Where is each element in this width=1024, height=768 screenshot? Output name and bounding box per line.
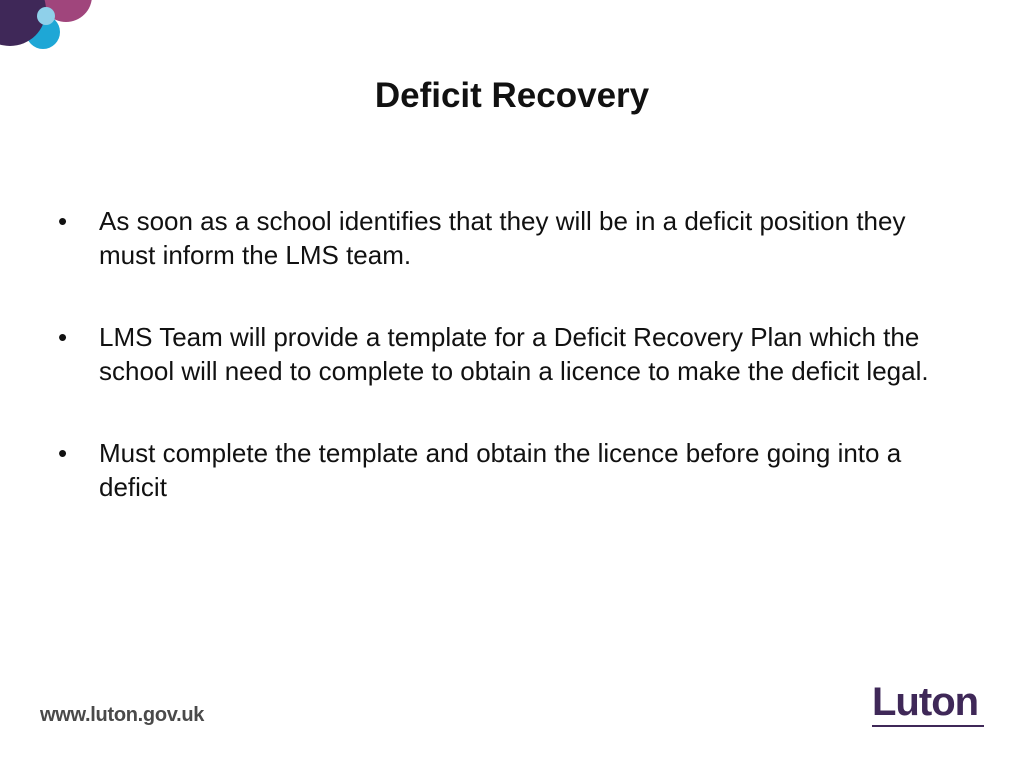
bullet-marker: •	[58, 438, 68, 468]
corner-circles-decoration	[0, 0, 110, 70]
luton-logo-underline	[872, 725, 984, 727]
light-blue-circle	[37, 7, 55, 25]
bullet-text: Must complete the template and obtain the licence before going into a deficit	[99, 438, 902, 502]
bullet-item	[58, 320, 958, 388]
footer-url: www.luton.gov.uk	[40, 704, 205, 726]
bullet-list	[58, 204, 958, 552]
bullet-item	[58, 204, 958, 272]
slide-title: Deficit Recovery	[374, 76, 650, 115]
bullet-marker: •	[58, 206, 68, 236]
bullet-item	[58, 436, 958, 504]
bullet-text: As soon as a school identifies that they will be in a deficit position they must inform the LMS team.	[99, 206, 906, 270]
luton-logo-text: Luton	[872, 680, 979, 724]
bullet-marker: •	[58, 322, 68, 352]
luton-logo	[872, 680, 987, 730]
bullet-text: LMS Team will provide a template for a Deficit Recovery Plan which the school will need to complete to obtain a licence to make the deficit legal.	[99, 322, 929, 386]
